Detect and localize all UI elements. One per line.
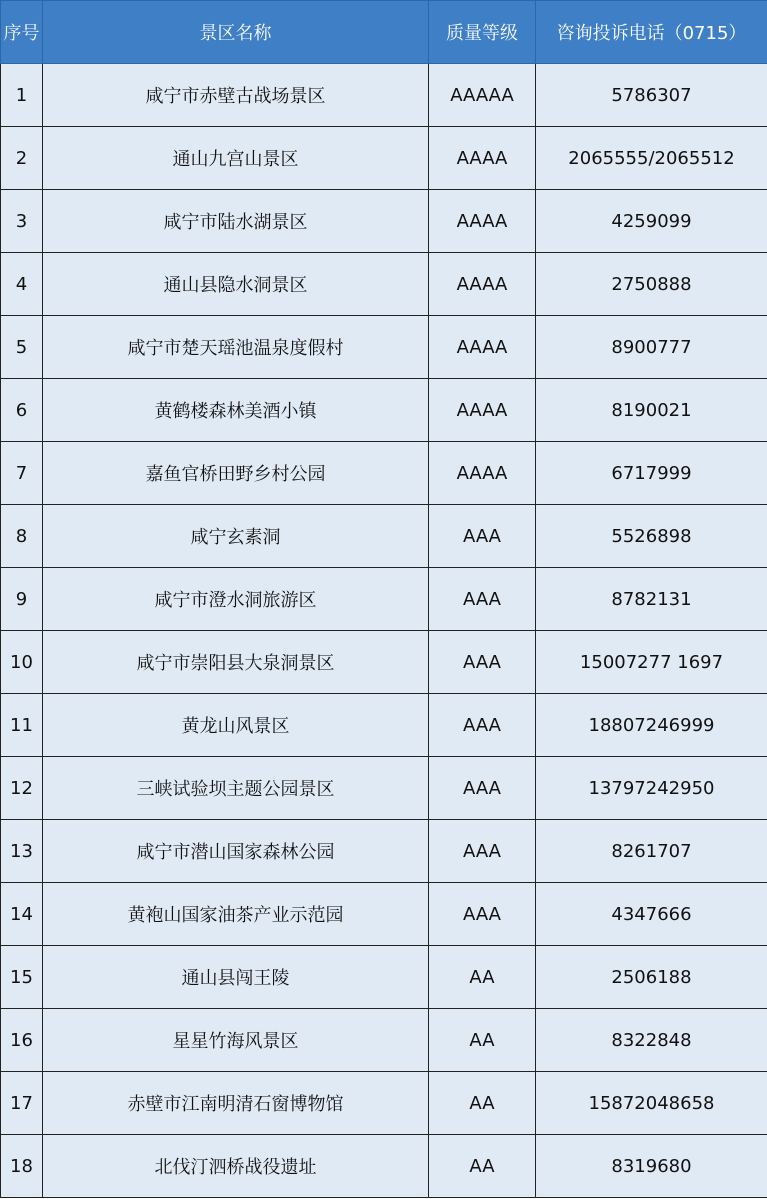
phone-cell: 13797242950 bbox=[536, 757, 767, 820]
table-row bbox=[1, 757, 767, 820]
quality-grade-cell: AAA bbox=[429, 820, 536, 883]
phone-cell: 4347666 bbox=[536, 883, 767, 946]
header-grade: 质量等级 bbox=[429, 1, 536, 64]
row-index-cell: 8 bbox=[1, 505, 43, 568]
row-index-cell: 13 bbox=[1, 820, 43, 883]
table-row bbox=[1, 1072, 767, 1135]
table-row bbox=[1, 1135, 767, 1198]
scenic-name-cell: 赤壁市江南明清石窗博物馆 bbox=[43, 1072, 429, 1135]
table-row bbox=[1, 631, 767, 694]
scenic-name-cell: 咸宁玄素洞 bbox=[43, 505, 429, 568]
scenic-name-cell: 咸宁市崇阳县大泉洞景区 bbox=[43, 631, 429, 694]
scenic-name-cell: 黄龙山风景区 bbox=[43, 694, 429, 757]
quality-grade-cell: AA bbox=[429, 1072, 536, 1135]
table-row bbox=[1, 127, 767, 190]
header-index: 序号 bbox=[1, 1, 43, 64]
row-index-cell: 16 bbox=[1, 1009, 43, 1072]
header-row bbox=[1, 1, 767, 64]
phone-cell: 2750888 bbox=[536, 253, 767, 316]
phone-cell: 18807246999 bbox=[536, 694, 767, 757]
quality-grade-cell: AAAA bbox=[429, 316, 536, 379]
row-index-cell: 17 bbox=[1, 1072, 43, 1135]
table-row bbox=[1, 946, 767, 1009]
quality-grade-cell: AA bbox=[429, 946, 536, 1009]
scenic-name-cell: 黄鹤楼森林美酒小镇 bbox=[43, 379, 429, 442]
phone-cell: 8900777 bbox=[536, 316, 767, 379]
scenic-name-cell: 通山县隐水洞景区 bbox=[43, 253, 429, 316]
row-index-cell: 3 bbox=[1, 190, 43, 253]
quality-grade-cell: AAAAA bbox=[429, 64, 536, 127]
quality-grade-cell: AAA bbox=[429, 757, 536, 820]
scenic-name-cell: 北伐汀泗桥战役遗址 bbox=[43, 1135, 429, 1198]
phone-cell: 8782131 bbox=[536, 568, 767, 631]
phone-cell: 5786307 bbox=[536, 64, 767, 127]
quality-grade-cell: AAAA bbox=[429, 379, 536, 442]
table-row bbox=[1, 64, 767, 127]
table-row bbox=[1, 379, 767, 442]
quality-grade-cell: AAA bbox=[429, 568, 536, 631]
quality-grade-cell: AAAA bbox=[429, 127, 536, 190]
phone-cell: 8322848 bbox=[536, 1009, 767, 1072]
quality-grade-cell: AAAA bbox=[429, 253, 536, 316]
phone-cell: 2065555/2065512 bbox=[536, 127, 767, 190]
table-row bbox=[1, 694, 767, 757]
scenic-name-cell: 黄袍山国家油茶产业示范园 bbox=[43, 883, 429, 946]
scenic-name-cell: 咸宁市陆水湖景区 bbox=[43, 190, 429, 253]
header-name: 景区名称 bbox=[43, 1, 429, 64]
scenic-name-cell: 三峡试验坝主题公园景区 bbox=[43, 757, 429, 820]
table-body bbox=[1, 64, 767, 1198]
phone-cell: 2506188 bbox=[536, 946, 767, 1009]
scenic-name-cell: 咸宁市潜山国家森林公园 bbox=[43, 820, 429, 883]
table-header bbox=[1, 1, 767, 64]
header-phone: 咨询投诉电话（0715） bbox=[536, 1, 767, 64]
phone-cell: 15007277 1697 bbox=[536, 631, 767, 694]
table-row bbox=[1, 1009, 767, 1072]
row-index-cell: 2 bbox=[1, 127, 43, 190]
row-index-cell: 14 bbox=[1, 883, 43, 946]
row-index-cell: 9 bbox=[1, 568, 43, 631]
row-index-cell: 11 bbox=[1, 694, 43, 757]
table-row bbox=[1, 442, 767, 505]
quality-grade-cell: AA bbox=[429, 1009, 536, 1072]
phone-cell: 15872048658 bbox=[536, 1072, 767, 1135]
table-row bbox=[1, 253, 767, 316]
row-index-cell: 12 bbox=[1, 757, 43, 820]
phone-cell: 5526898 bbox=[536, 505, 767, 568]
phone-cell: 4259099 bbox=[536, 190, 767, 253]
scenic-name-cell: 咸宁市澄水洞旅游区 bbox=[43, 568, 429, 631]
phone-cell: 8319680 bbox=[536, 1135, 767, 1198]
scenic-name-cell: 嘉鱼官桥田野乡村公园 bbox=[43, 442, 429, 505]
scenic-name-cell: 星星竹海风景区 bbox=[43, 1009, 429, 1072]
table-row bbox=[1, 505, 767, 568]
quality-grade-cell: AAA bbox=[429, 631, 536, 694]
quality-grade-cell: AA bbox=[429, 1135, 536, 1198]
scenic-name-cell: 咸宁市楚天瑶池温泉度假村 bbox=[43, 316, 429, 379]
table-row bbox=[1, 820, 767, 883]
row-index-cell: 7 bbox=[1, 442, 43, 505]
row-index-cell: 5 bbox=[1, 316, 43, 379]
phone-cell: 8261707 bbox=[536, 820, 767, 883]
row-index-cell: 18 bbox=[1, 1135, 43, 1198]
table-row bbox=[1, 190, 767, 253]
scenic-name-cell: 通山九宫山景区 bbox=[43, 127, 429, 190]
quality-grade-cell: AAA bbox=[429, 505, 536, 568]
table-row bbox=[1, 316, 767, 379]
row-index-cell: 4 bbox=[1, 253, 43, 316]
row-index-cell: 6 bbox=[1, 379, 43, 442]
row-index-cell: 15 bbox=[1, 946, 43, 1009]
quality-grade-cell: AAA bbox=[429, 694, 536, 757]
row-index-cell: 10 bbox=[1, 631, 43, 694]
row-index-cell: 1 bbox=[1, 64, 43, 127]
quality-grade-cell: AAA bbox=[429, 883, 536, 946]
quality-grade-cell: AAAA bbox=[429, 190, 536, 253]
phone-cell: 8190021 bbox=[536, 379, 767, 442]
table-row bbox=[1, 568, 767, 631]
table-row bbox=[1, 883, 767, 946]
scenic-name-cell: 通山县闯王陵 bbox=[43, 946, 429, 1009]
scenic-name-cell: 咸宁市赤壁古战场景区 bbox=[43, 64, 429, 127]
phone-cell: 6717999 bbox=[536, 442, 767, 505]
quality-grade-cell: AAAA bbox=[429, 442, 536, 505]
